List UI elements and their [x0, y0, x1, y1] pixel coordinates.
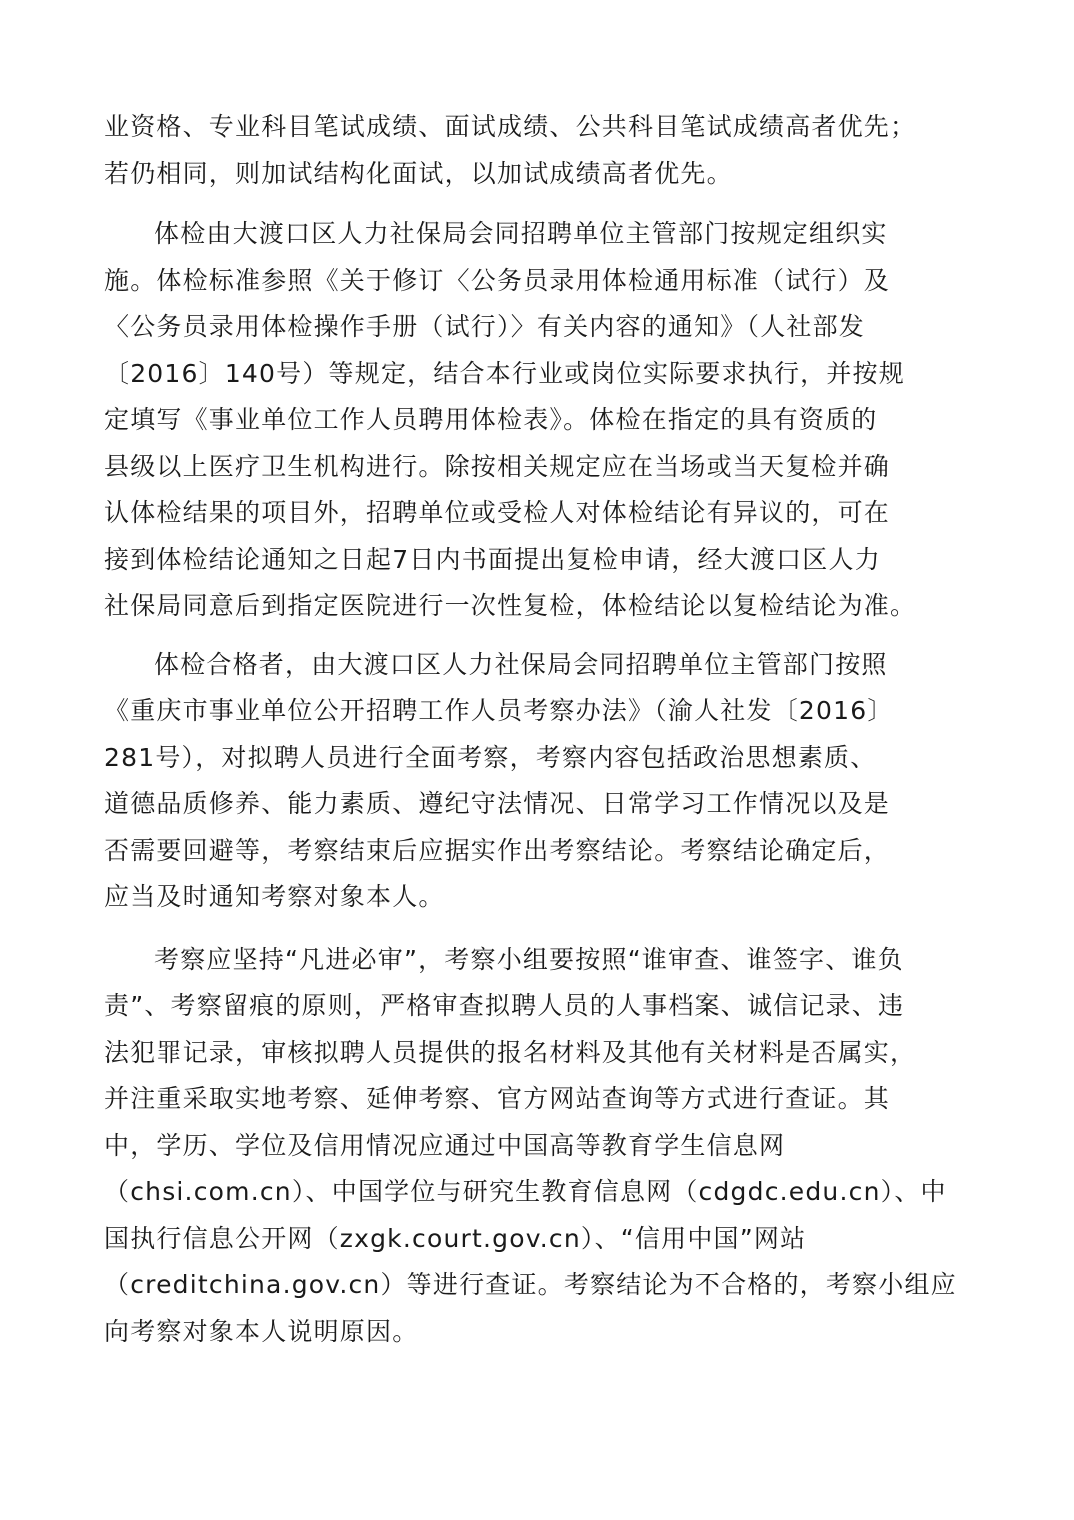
- text-line: （chsi.com.cn）、中国学位与研究生教育信息网（cdgdc.edu.cn）、中: [104, 1177, 947, 1206]
- text-line: 道德品质修养、能力素质、遵纪守法情况、日常学习工作情况以及是: [104, 789, 891, 818]
- text-line: 接到体检结论通知之日起7日内书面提出复检申请，经大渡口区人力: [104, 544, 881, 574]
- text-line: 应当及时通知考察对象本人。: [104, 882, 445, 911]
- text-line: 社保局同意后到指定医院进行一次性复检，体检结论以复检结论为准。: [104, 591, 917, 620]
- text-line: 并注重采取实地考察、延伸考察、官方网站查询等方式进行查证。其: [104, 1084, 891, 1113]
- text-line: 体检由大渡口区人力社保局会同招聘单位主管部门按规定组织实: [154, 219, 888, 248]
- text-line: 定填写《事业单位工作人员聘用体检表》。体检在指定的具有资质的: [104, 405, 878, 434]
- text-line: 认体检结果的项目外，招聘单位或受检人对体检结论有异议的，可在: [104, 498, 891, 527]
- text-line: 施。体检标准参照《关于修订〈公务员录用体检通用标准（试行）及: [104, 265, 891, 295]
- text-line: 中，学历、学位及信用情况应通过中国高等教育学生信息网: [104, 1130, 786, 1160]
- document-body: [104, 104, 970, 1355]
- text-line: 281号），对拟聘人员进行全面考察，考察内容包括政治思想素质、: [104, 742, 877, 772]
- text-line: 若仍相同，则加试结构化面试，以加试成绩高者优先。: [104, 158, 733, 188]
- text-line: 责”、考察留痕的原则，严格审查拟聘人员的人事档案、诚信记录、违: [104, 991, 905, 1020]
- text-line: 国执行信息公开网（zxgk.court.gov.cn）、“信用中国”网站: [104, 1223, 807, 1253]
- text-line: 《重庆市事业单位公开招聘工作人员考察办法》（渝人社发〔2016〕: [104, 696, 894, 725]
- paragraph-physical-exam: [104, 211, 970, 630]
- text-line: 〔2016〕140号）等规定，结合本行业或岗位实际要求执行，并按规: [104, 358, 905, 388]
- text-line: 否需要回避等，考察结束后应据实作出考察结论。考察结论确定后，: [104, 835, 891, 865]
- text-line: 业资格、专业科目笔试成绩、面试成绩、公共科目笔试成绩高者优先；: [104, 112, 917, 141]
- paragraph-review-principle: [104, 937, 970, 1356]
- text-line: 法犯罪记录，审核拟聘人员提供的报名材料及其他有关材料是否属实，: [104, 1037, 917, 1067]
- paragraph-qualification-tiebreak: [104, 104, 970, 197]
- text-line: （creditchina.gov.cn）等进行查证。考察结论为不合格的，考察小组应: [104, 1270, 957, 1299]
- text-line: 县级以上医疗卫生机构进行。除按相关规定应在当场或当天复检并确: [104, 451, 891, 481]
- text-line: 体检合格者，由大渡口区人力社保局会同招聘单位主管部门按照: [154, 649, 888, 679]
- text-line: 向考察对象本人说明原因。: [104, 1316, 419, 1346]
- paragraph-investigation: [104, 642, 970, 921]
- text-line: 考察应坚持“凡进必审”，考察小组要按照“谁审查、谁签字、谁负: [154, 944, 904, 974]
- text-line: 〈公务员录用体检操作手册（试行）〉有关内容的通知》（人社部发: [104, 312, 866, 341]
